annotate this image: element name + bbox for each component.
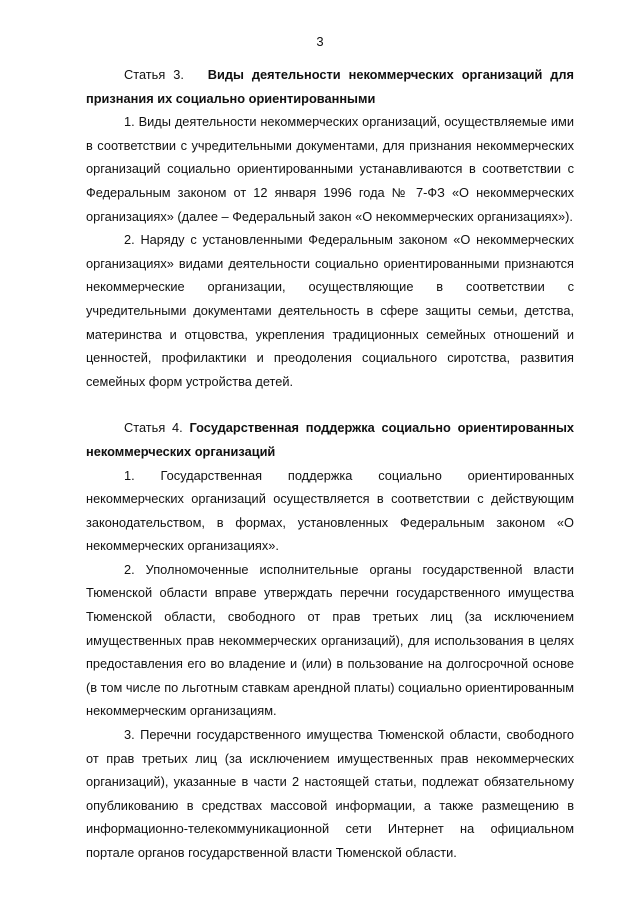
article-3-paragraph-1: 1. Виды деятельности некоммерческих организаций, осуществляемые ими в соответствии с учредительными документами, для признания некоммерческих организаций социально ориентированными устанавливаются в соответствии с Федеральным законом от 12 января 1996 года № 7-ФЗ «О некоммерческих организациях» (далее – Федеральный закон «О некоммерческих организациях»). — [86, 114, 574, 224]
article-4-paragraph-3: 3. Перечни государственного имущества Тюменской области, свободного от прав третьих лиц (за исключением имущественных прав некоммерческих организаций), указанные в части 2 настоящей статьи, подлежат обязательному опубликованию в средствах массовой информации, а также размещению в информационно-телекоммуникационной сети Интернет на официальном портале органов государственной власти Тюменской области. — [86, 727, 574, 860]
article-4-paragraph-2: 2. Уполномоченные исполнительные органы государственной власти Тюменской области вправе утверждать перечни государственного имущества Тюменской области, свободного от прав третьих лиц (за исключением имущественных прав некоммерческих организаций), для использования в целях предоставления его во владение и (или) в пользование на долгосрочной основе (в том числе по льготным ставкам арендной платы) социально ориентированным некоммерческим организациям. — [86, 561, 574, 719]
section-spacer — [86, 393, 574, 416]
article-3-label: Статья 3. — [124, 67, 184, 82]
article-3-paragraph-2: 2. Наряду с установленными Федеральным законом «О некоммерческих организациях» видами деятельности социально ориентированными признаются некоммерческие организации, осуществляющие в соответствии с учредительными документами деятельность в сфере защиты семьи, детства, материнства и отцовства, укрепления традиционных семейных отношений и ценностей, профилактики и преодоления социального сиротства, развития семейных форм устройства детей. — [86, 232, 574, 389]
page-content — [86, 63, 574, 865]
article-3-title — [86, 63, 574, 110]
article-4-paragraph-1: 1. Государственная поддержка социально ориентированных некоммерческих организаций осуществляется в соответствии с действующим законодательством, в формах, установленных Федеральным законом «О некоммерческих организациях». — [86, 467, 574, 554]
article-4-title — [86, 416, 574, 463]
article-4-heading: Государственная поддержка социально ориентированных некоммерческих организаций — [86, 420, 575, 459]
article-4 — [86, 416, 574, 864]
article-4-label: Статья 4. — [124, 420, 183, 436]
article-3-heading: Виды деятельности некоммерческих организаций для признания их социально ориентированными — [86, 67, 574, 106]
page-number: 3 — [316, 34, 324, 49]
article-3 — [86, 63, 574, 393]
